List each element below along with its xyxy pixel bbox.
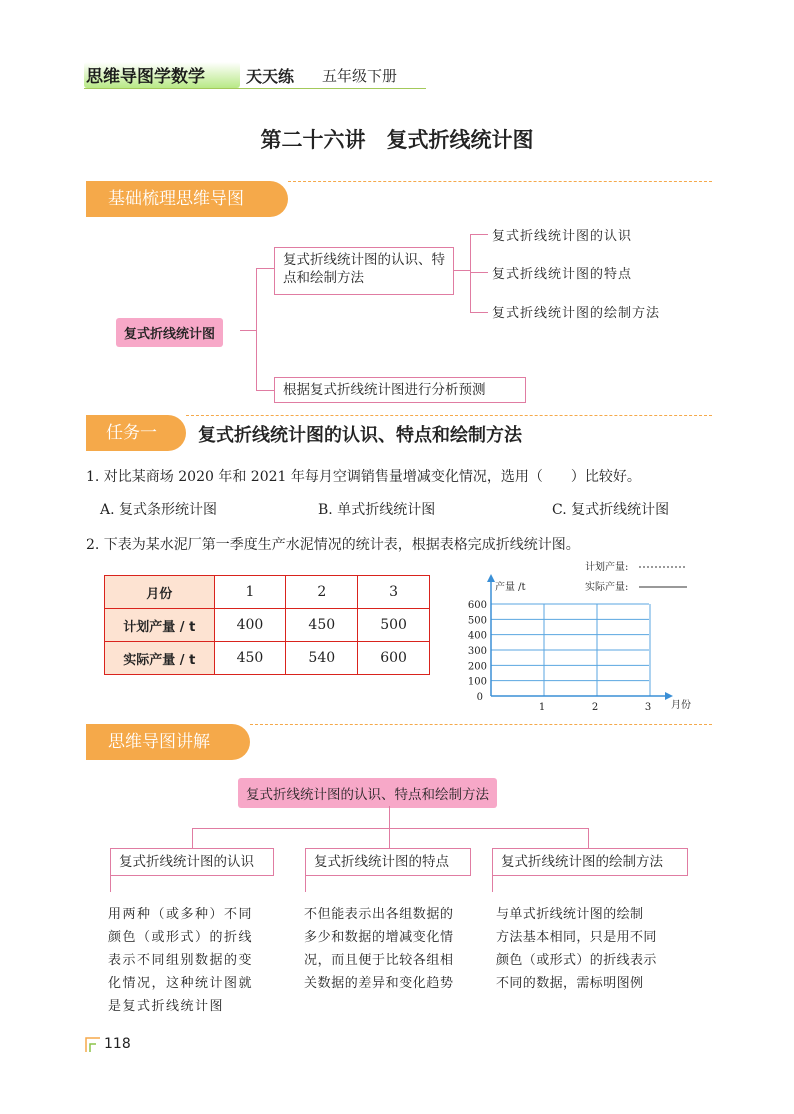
explain-line: 颜色（或形式）的折线	[108, 930, 254, 945]
explain-line: 不同的数据，需标明图例	[496, 976, 644, 991]
connector	[305, 876, 306, 892]
y-tick-label: 300	[467, 646, 487, 657]
table-header-cell: 2	[286, 576, 358, 609]
explain-line: 是复式折线统计图	[108, 999, 225, 1014]
option-c: C. 复式折线统计图	[552, 502, 670, 518]
section-divider	[250, 724, 712, 725]
y-tick-label: 600	[467, 600, 487, 611]
table-cell: 600	[358, 642, 430, 675]
section-divider	[288, 181, 712, 182]
table-cell: 500	[358, 609, 430, 642]
task-title: 复式折线统计图的认识、特点和绘制方法	[198, 425, 522, 446]
lecture-title: 第二十六讲 复式折线统计图	[260, 128, 534, 152]
explain-text-recognition	[108, 903, 253, 1018]
connector	[470, 234, 488, 235]
y-axis-arrow	[487, 574, 495, 582]
explain-root: 复式折线统计图的认识、特点和绘制方法	[238, 778, 497, 808]
table-row-label: 实际产量 / t	[105, 642, 215, 675]
question-2: 2. 下表为某水泥厂第一季度生产水泥情况的统计表，根据表格完成折线统计图。	[86, 537, 580, 553]
connector	[192, 828, 588, 829]
line-chart-grid	[455, 558, 705, 718]
connector	[470, 312, 488, 313]
page-corner-mark	[84, 1034, 104, 1054]
explain-line: 不但能表示出各组数据的	[304, 907, 454, 922]
x-tick-label: 1	[538, 702, 546, 713]
explain-line: 方法基本相同，只是用不同	[496, 930, 657, 945]
question-1: 1. 对比某商场 2020 年和 2021 年每月空调销售量增减变化情况，选用（ ）比较好。	[86, 469, 641, 485]
connector	[454, 270, 470, 271]
explain-branch-recognition: 复式折线统计图的认识	[110, 848, 274, 876]
mindmap-branch-1: 复式折线统计图的认识、特点和绘制方法	[274, 247, 454, 295]
explain-line: 表示不同组别数据的变	[108, 953, 254, 968]
table-header-cell: 3	[358, 576, 430, 609]
y-tick-label: 400	[467, 630, 487, 642]
connector	[256, 390, 274, 391]
table-cell: 540	[286, 642, 358, 675]
connector	[389, 806, 390, 828]
task-tab: 任务一	[86, 415, 186, 451]
x-axis-label: 月份	[671, 700, 691, 711]
table-row-label: 计划产量 / t	[105, 609, 215, 642]
table-cell: 400	[214, 609, 286, 642]
legend-actual-label: 实际产量:	[585, 582, 629, 593]
explain-line: 用两种（或多种）不同	[108, 907, 254, 922]
mindmap-branch-2: 根据复式折线统计图进行分析预测	[274, 377, 526, 403]
grade-label: 五年级下册	[322, 67, 398, 85]
section-tab-explanation: 思维导图讲解	[86, 724, 250, 760]
series-name: 天天练	[246, 67, 295, 86]
y-tick-label: 0	[476, 692, 483, 703]
connector	[110, 876, 111, 892]
page-number: 118	[104, 1036, 131, 1052]
mindmap-leaf: 复式折线统计图的绘制方法	[492, 306, 661, 321]
table-row	[105, 576, 430, 609]
connector	[389, 828, 390, 848]
explain-line: 化情况，这种统计图就	[108, 976, 254, 991]
explain-text-drawing	[496, 903, 657, 995]
table-row	[105, 642, 430, 675]
brand-title: 思维导图学数学	[86, 67, 205, 87]
x-axis-arrow	[665, 692, 673, 700]
y-axis-label: 产量 /t	[495, 582, 526, 593]
explain-line: 多少和数据的增减变化情	[304, 930, 454, 945]
connector	[588, 828, 589, 848]
table-cell: 450	[214, 642, 286, 675]
task-divider	[186, 415, 712, 416]
section-tab-basics: 基础梳理思维导图	[86, 181, 288, 217]
connector	[256, 268, 257, 390]
explain-branch-features: 复式折线统计图的特点	[305, 848, 471, 876]
legend-planned-label: 计划产量:	[585, 562, 629, 573]
mindmap-root: 复式折线统计图	[116, 318, 223, 347]
mindmap-leaf: 复式折线统计图的特点	[492, 267, 633, 282]
explain-line: 颜色（或形式）的折线表示	[496, 953, 657, 968]
x-tick-label: 3	[644, 702, 652, 713]
y-tick-label: 100	[467, 676, 487, 688]
connector	[240, 330, 256, 331]
y-tick-label: 500	[467, 615, 487, 627]
option-b: B. 单式折线统计图	[318, 502, 436, 518]
header-underline	[84, 88, 426, 89]
connector	[256, 268, 274, 269]
x-tick-label: 2	[591, 702, 599, 713]
connector	[492, 876, 493, 892]
data-table	[104, 575, 430, 675]
connector	[470, 272, 488, 273]
option-a: A. 复式条形统计图	[100, 502, 218, 518]
y-tick-label: 200	[467, 661, 487, 673]
mindmap-leaf: 复式折线统计图的认识	[492, 229, 633, 244]
explain-branch-drawing: 复式折线统计图的绘制方法	[492, 848, 688, 876]
table-header-cell: 月份	[105, 576, 215, 609]
explain-line: 关数据的差异和变化趋势	[304, 976, 454, 991]
explain-line: 况，而且便于比较各组相	[304, 953, 454, 968]
table-header-cell: 1	[214, 576, 286, 609]
connector	[192, 828, 193, 848]
table-cell: 450	[286, 609, 358, 642]
connector	[470, 234, 471, 312]
explain-text-features	[304, 903, 454, 995]
explain-line: 与单式折线统计图的绘制	[496, 907, 644, 922]
table-row	[105, 609, 430, 642]
